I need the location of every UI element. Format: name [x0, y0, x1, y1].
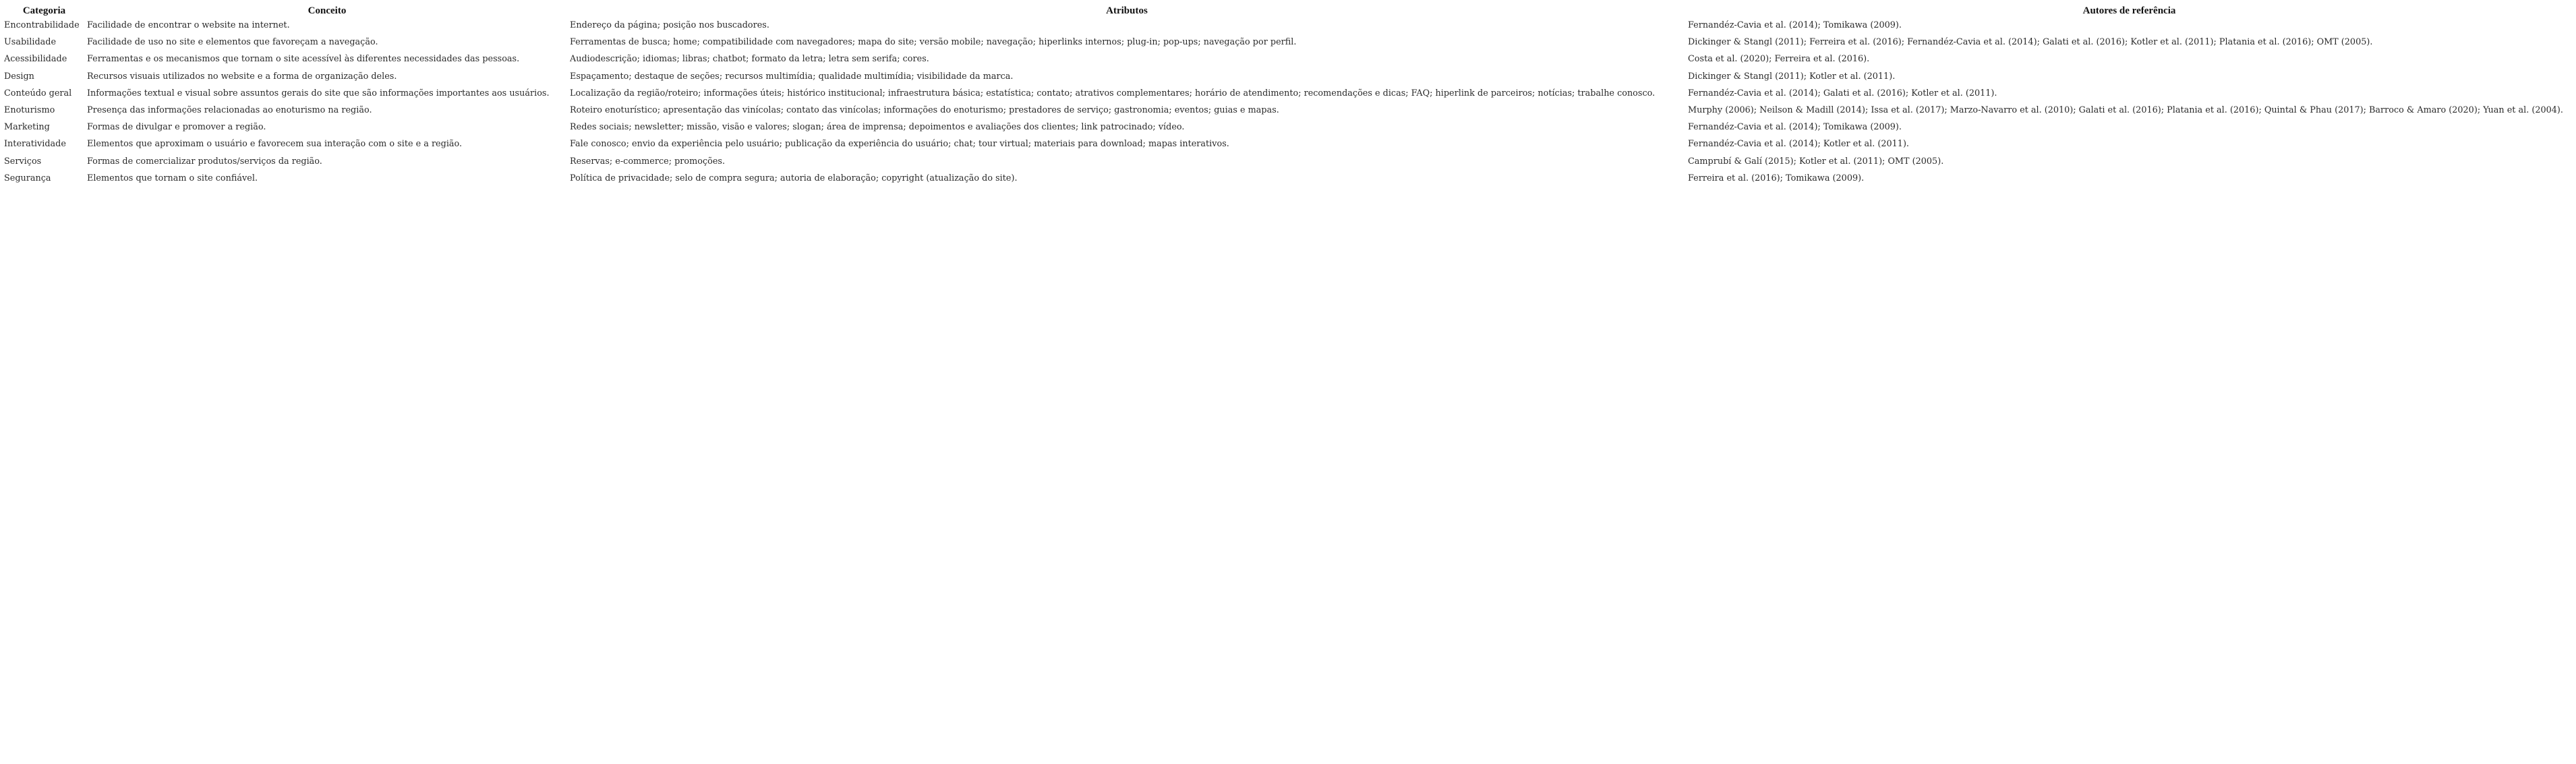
attributes-table — [3, 5, 2573, 189]
cell-atributos: Espaçamento; destaque de seções; recursos multimídia; qualidade multimídia; visibilidade da marca. — [570, 71, 1014, 82]
cell-conceito: Elementos que aproximam o usuário e favorecem sua interação com o site e a região. — [87, 139, 463, 150]
cell-atributos: Roteiro enoturístico; apresentação das vinícolas; contato das vinícolas; informações do enoturismo; prestadores de serviço; gastronomia; eventos; guias e mapas. — [570, 105, 1279, 115]
cell-atributos: Endereço da página; posição nos buscadores. — [570, 20, 769, 30]
cell-atributos: Política de privacidade; selo de compra segura; autoria de elaboração; copyright (atualização do site). — [570, 173, 1018, 183]
cell-conceito: Informações textual e visual sobre assuntos gerais do site que são informações importantes aos usuários. — [87, 88, 550, 98]
table-row — [3, 138, 2573, 155]
cell-autores: Camprubí & Galí (2015); Kotler et al. (2011); OMT (2005). — [1688, 156, 1944, 167]
cell-autores: Fernandéz-Cavia et al. (2014); Galati et al. (2016); Kotler et al. (2011). — [1688, 88, 1997, 98]
cell-atributos: Reservas; e-commerce; promoções. — [570, 156, 726, 167]
table-row — [3, 88, 2573, 105]
cell-conceito: Presença das informações relacionadas ao enoturismo na região. — [87, 105, 372, 115]
cell-conceito: Formas de divulgar e promover a região. — [87, 122, 266, 133]
cell-atributos: Redes sociais; newsletter; missão, visão e valores; slogan; área de imprensa; depoimentos e avaliações dos clientes; link patrocinado; vídeo. — [570, 122, 1185, 133]
cell-categoria: Usabilidade — [4, 37, 57, 48]
cell-atributos: Localização da região/roteiro; informações úteis; histórico institucional; infraestrutura básica; estatística; contato; atrativos complementares; horário de atendimento; recomendações e dicas; FAQ; hiperlink de parceiros; notícias; trabalhe conosco. — [570, 88, 1656, 98]
cell-atributos: Ferramentas de busca; home; compatibilidade com navegadores; mapa do site; versão mobile; navegação; hiperlinks internos; plug-in; pop-ups; navegação por perfil. — [570, 37, 1297, 48]
cell-conceito: Elementos que tornam o site confiável. — [87, 173, 258, 183]
cell-conceito: Recursos visuais utilizados no website e a forma de organização deles. — [87, 71, 397, 82]
table-body — [3, 20, 2573, 189]
cell-autores: Costa et al. (2020); Ferreira et al. (2016). — [1688, 54, 1870, 65]
cell-categoria: Enoturismo — [4, 105, 55, 115]
cell-autores: Murphy (2006); Neilson & Madill (2014); Issa et al. (2017); Marzo-Navarro et al. (2010); Galati et al. (2016); Plataniа et al. (2016); Quintal & Phau (2017); Barroco & Amaro (2020); Yuan et al. (2004). — [1688, 105, 2563, 115]
attributes-table-container — [3, 5, 2573, 189]
table-row — [3, 53, 2573, 70]
header-autores: Autores de referência — [2082, 5, 2176, 16]
cell-categoria: Encontrabilidade — [4, 20, 80, 30]
cell-conceito: Formas de comercializar produtos/serviços da região. — [87, 156, 322, 167]
table-row — [3, 36, 2573, 53]
cell-categoria: Marketing — [4, 122, 50, 133]
cell-conceito: Facilidade de encontrar o website na internet. — [87, 20, 290, 30]
cell-categoria: Design — [4, 71, 34, 82]
cell-autores: Dickinger & Stangl (2011); Ferreira et al. (2016); Fernandéz-Cavia et al. (2014); Galati et al. (2016); Kotler et al. (2011); Plataniа et al. (2016); OMT (2005). — [1688, 37, 2373, 48]
header-conceito: Conceito — [308, 5, 347, 16]
cell-categoria: Serviços — [4, 156, 42, 167]
table-row — [3, 105, 2573, 121]
cell-atributos: Fale conosco; envio da experiência pelo usuário; publicação da experiência do usuário; chat; tour virtual; materiais para download; mapas interativos. — [570, 139, 1229, 150]
table-row — [3, 20, 2573, 36]
cell-conceito: Ferramentas e os mecanismos que tornam o site acessível às diferentes necessidades das pessoas. — [87, 54, 520, 65]
cell-autores: Dickinger & Stangl (2011); Kotler et al. (2011). — [1688, 71, 1896, 82]
cell-categoria: Segurança — [4, 173, 51, 183]
cell-autores: Fernandéz-Cavia et al. (2014); Tomikawa (2009). — [1688, 122, 1902, 133]
table-row — [3, 173, 2573, 189]
cell-conceito: Facilidade de uso no site e elementos que favoreçam a navegação. — [87, 37, 378, 48]
cell-categoria: Acessibilidade — [4, 54, 67, 65]
table-row — [3, 71, 2573, 88]
cell-autores: Fernandéz-Cavia et al. (2014); Tomikawa (2009). — [1688, 20, 1902, 30]
cell-categoria: Interatividade — [4, 139, 66, 150]
table-row — [3, 156, 2573, 173]
cell-autores: Fernandéz-Cavia et al. (2014); Kotler et al. (2011). — [1688, 139, 1910, 150]
cell-categoria: Conteúdo geral — [4, 88, 72, 98]
table-header — [3, 5, 2573, 20]
header-categoria: Categoria — [22, 5, 66, 16]
table-row — [3, 121, 2573, 138]
header-atributos: Atributos — [1106, 5, 1148, 16]
header-row — [3, 5, 2573, 20]
cell-autores: Ferreira et al. (2016); Tomikawa (2009). — [1688, 173, 1865, 183]
cell-atributos: Audiodescrição; idiomas; libras; chatbot; formato da letra; letra sem serifa; cores. — [570, 54, 929, 65]
